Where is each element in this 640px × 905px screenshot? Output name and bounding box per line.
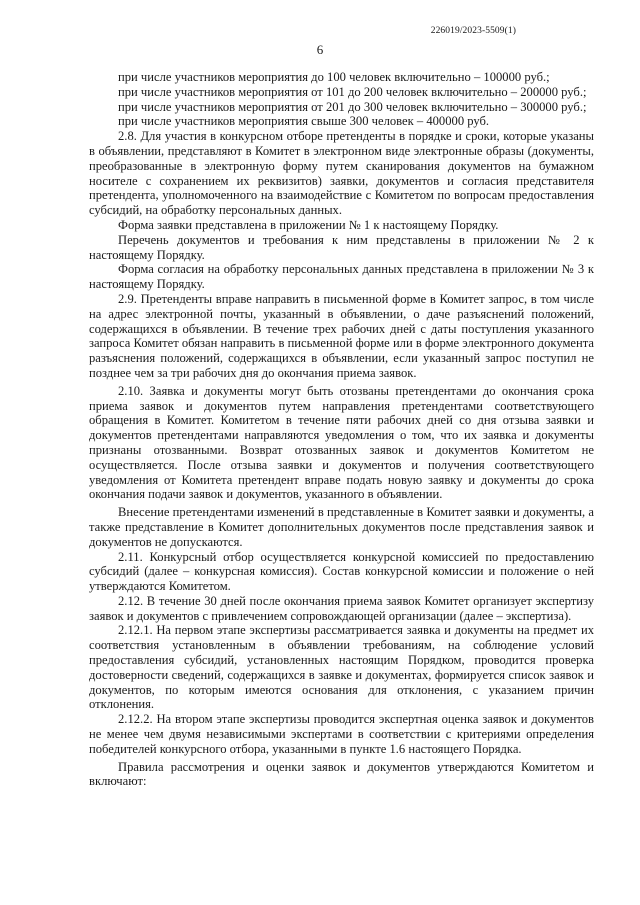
paragraph-consent-form: Форма согласия на обработку персональных данных представлена в приложении № 3 к настоящему Порядку.	[89, 262, 594, 292]
paragraph-rules: Правила рассмотрения и оценки заявок и документов утверждаются Комитетом и включают:	[89, 759, 594, 789]
paragraph-2-11: 2.11. Конкурсный отбор осуществляется конкурсной комиссией по предоставлению субсидий (далее – конкурсная комиссия). Состав конкурсной комиссии и положение о ней утверждаются Комитетом.	[89, 549, 594, 594]
paragraph-2-8: 2.8. Для участия в конкурсном отборе претенденты в порядке и сроки, которые указаны в объявлении, представляют в Комитет в электронном виде электронные образы (документы, преобразованные в электронную форму путем сканирования документов на бумажном носителе с сохранением их реквизитов) заявки, документов и согласия представителя претендента, уполномоченного на взаимодействие с Комитетом по вопросам предоставления субсидий, на обработку персональных данных.	[89, 129, 594, 218]
paragraph-documents-list: Перечень документов и требования к ним представлены в приложении № 2 к настоящему Порядку.	[89, 232, 594, 262]
paragraph-2-12-2: 2.12.2. На втором этапе экспертизы проводится экспертная оценка заявок и документов не менее чем двумя независимыми экспертами в соответствии с критериями определения победителей конкурсного отбора, указанными в пункте 1.6 настоящего Порядка.	[89, 712, 594, 756]
document-body	[89, 70, 594, 789]
paragraph-application-form: Форма заявки представлена в приложении № 1 к настоящему Порядку.	[118, 217, 499, 232]
paragraph-fee-tier-1: при числе участников мероприятия до 100 человек включительно – 100000 руб.;	[118, 70, 550, 84]
paragraph-2-12-1: 2.12.1. На первом этапе экспертизы рассматривается заявка и документы на предмет их соответствия установленным в объявлении требованиям, на соблюдение условий предоставления субсидий, установленных настоящим Порядком, проводится проверка достоверности сведений, содержащихся в заявке и документах, формируется список заявок и документов, по которым имеются основания для отклонения, с указанием причин отклонения.	[89, 623, 594, 712]
paragraph-fee-tier-3: при числе участников мероприятия от 201 до 300 человек включительно – 300000 руб.;	[118, 99, 587, 114]
page-number: 6	[316, 42, 324, 57]
paragraph-fee-tier-2: при числе участников мероприятия от 101 до 200 человек включительно – 200000 руб.;	[118, 84, 587, 99]
paragraph-2-10: 2.10. Заявка и документы могут быть отозваны претендентами до окончания срока приема заявок и документов путем направления претендентами соответствующего обращения в Комитет. Комитетом в течение пяти рабочих дней со дня отзыва заявки и документов претендентами направляются уведомления о том, что их заявка и документы признаны отозванными. Возврат отозванных заявок и документов Комитетом не осуществляется. После отзыва заявки и документов и получения соответствующего уведомления от Комитета претендент вправе подать новую заявку и документы до срока окончания подачи заявок и документов, указанного в объявлении.	[89, 383, 594, 502]
paragraph-2-12: 2.12. В течение 30 дней после окончания приема заявок Комитет организует экспертизу заявок и документов с привлечением сопровождающей организации (далее – экспертиза).	[89, 593, 594, 623]
document-id: 226019/2023-5509(1)	[430, 26, 516, 36]
paragraph-2-9: 2.9. Претенденты вправе направить в письменной форме в Комитет запрос, в том числе на адрес электронной почты, указанный в объявлении, о даче разъяснений положений, содержащихся в объявлении. В течение трех рабочих дней с даты поступления указанного запроса Комитет обязан направить в письменной форме или в форме электронного документа разъяснения положений, содержащихся в объявлении, если указанный запрос поступил не позднее чем за три рабочих дня до окончания приема заявок.	[89, 291, 594, 380]
paragraph-changes: Внесение претендентами изменений в представленные в Комитет заявки и документы, а также представление в Комитет дополнительных документов после представления заявок и документов не допускаются.	[89, 505, 594, 549]
paragraph-fee-tier-4: при числе участников мероприятия свыше 300 человек – 400000 руб.	[118, 114, 490, 129]
